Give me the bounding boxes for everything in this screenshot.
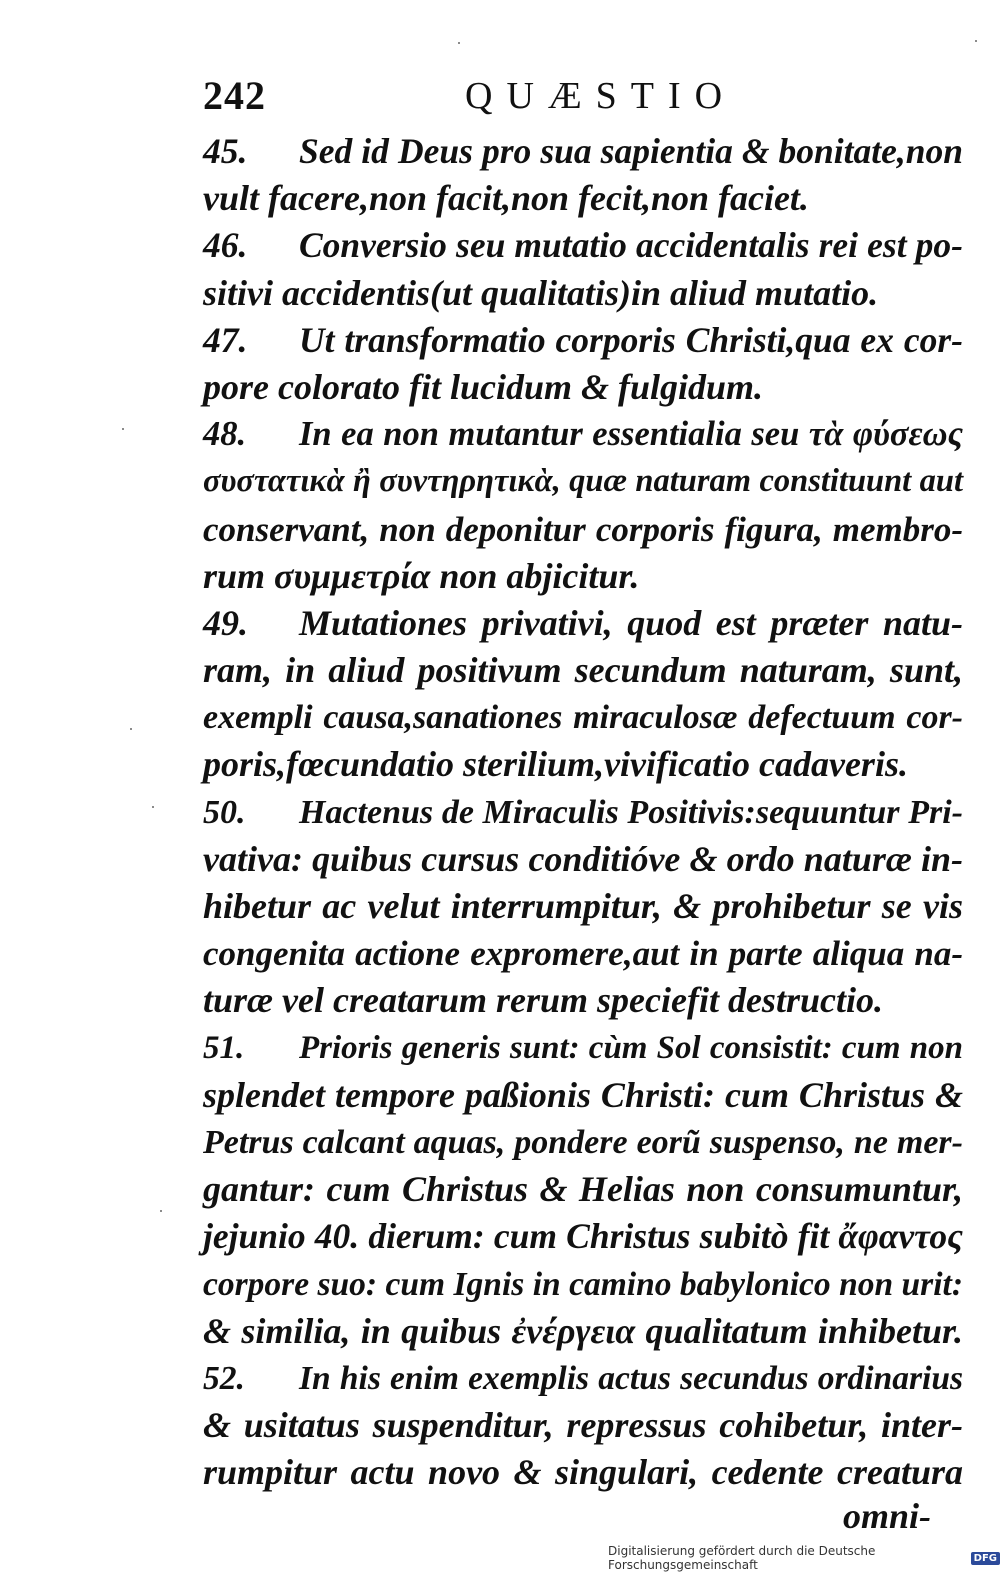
text-line: congenita actione expromere,aut in parte aliqua na-: [203, 934, 963, 974]
text-line: 50. Hactenus de Miraculis Positivis:sequuntur Pri-: [203, 789, 963, 836]
body-text: [203, 128, 963, 1496]
text-line: 46. Conversio seu mutatio accidentalis rei est po-: [203, 222, 963, 269]
page-number: 242: [203, 73, 266, 118]
text-line: conservant, non deponitur corporis figura, membro-: [203, 509, 963, 549]
text-line: vativa: quibus cursus conditióve & ordo naturæ in-: [203, 838, 963, 879]
text-line: 49. Mutationes privativi, quod est præter natu-: [203, 600, 963, 647]
text-line: corpore suo: cum Ignis in camino babylonico non urit:: [203, 1265, 963, 1303]
digitization-footer: [608, 1544, 1000, 1572]
text-line: hibetur ac velut interrumpitur, & prohibetur se vis: [203, 886, 963, 926]
text-line: pore colorato fit lucidum & fulgidum.: [203, 366, 764, 407]
paragraph-number: 48.: [203, 415, 247, 454]
text-line: sitivi accidentis(ut qualitatis)in aliud mutatio.: [203, 272, 879, 313]
text-line: turæ vel creatarum rerum speciefit destructio.: [203, 980, 883, 1021]
text-line: 51. Prioris generis sunt: cùm Sol consistit: cum non: [203, 1025, 963, 1072]
text-line: 52. In his enim exemplis actus secundus ordinarius: [203, 1355, 963, 1402]
scan-speck: [130, 728, 132, 730]
text-line: & similia, in quibus ἐνέργεια qualitatum inhibetur.: [203, 1310, 963, 1351]
paragraph-number: 52.: [203, 1359, 245, 1397]
paragraph-number: 49.: [203, 602, 248, 643]
paragraph-number: 50.: [203, 793, 246, 831]
text-line: & usitatus suspenditur, repressus cohibetur, inter-: [203, 1405, 963, 1446]
footer-credit: Digitalisierung gefördert durch die Deutsche Forschungsgemeinschaft: [608, 1544, 876, 1572]
text-line: 45. Sed id Deus pro sua sapientia & bonitate,non: [203, 128, 963, 175]
text-line: ram, in aliud positivum secundum naturam, sunt,: [203, 650, 963, 691]
text-line: Petrus calcant aquas, pondere eorũ suspenso, ne mer-: [203, 1123, 963, 1161]
text-line: 47. Ut transformatio corporis Christi,qua ex cor-: [203, 317, 963, 364]
text-line: 48. In ea non mutantur essentialia seu τὰ φύσεως: [203, 411, 963, 458]
scan-speck: [975, 40, 977, 42]
text-line: rumpitur actu novo & singulari, cedente creatura: [203, 1452, 963, 1493]
page-header: [203, 72, 763, 116]
text-line: poris,fœcundatio sterilium,vivificatio cadaveris.: [203, 744, 908, 785]
dfg-logo-icon: DFG: [971, 1552, 1000, 1565]
scan-speck: [152, 806, 154, 808]
text-line: gantur: cum Christus & Helias non consumuntur,: [203, 1169, 963, 1210]
text-line: splendet tempore paßionis Christi: cum Christus &: [203, 1074, 963, 1115]
text-line: συστατικὰ ἢ συντηρητικὰ, quæ naturam constituunt aut: [203, 463, 963, 500]
catchword: omni-: [843, 1496, 932, 1536]
paragraph-number: 51.: [203, 1029, 245, 1066]
paragraph-number: 47.: [203, 319, 248, 360]
paragraph-number: 45.: [203, 131, 248, 171]
running-head: QUÆSTIO: [465, 75, 737, 117]
paragraph-number: 46.: [203, 225, 248, 266]
text-line: jejunio 40. dierum: cum Christus subitò fit ἄφαντος: [203, 1216, 963, 1257]
text-line: vult facere,non facit,non fecit,non faciet.: [203, 178, 809, 219]
scan-speck: [122, 428, 124, 430]
scan-speck: [160, 1210, 162, 1212]
text-line: exempli causa,sanationes miraculosæ defectuum cor-: [203, 699, 963, 737]
scan-speck: [458, 42, 460, 44]
text-line: rum συμμετρία non abjicitur.: [203, 555, 640, 596]
